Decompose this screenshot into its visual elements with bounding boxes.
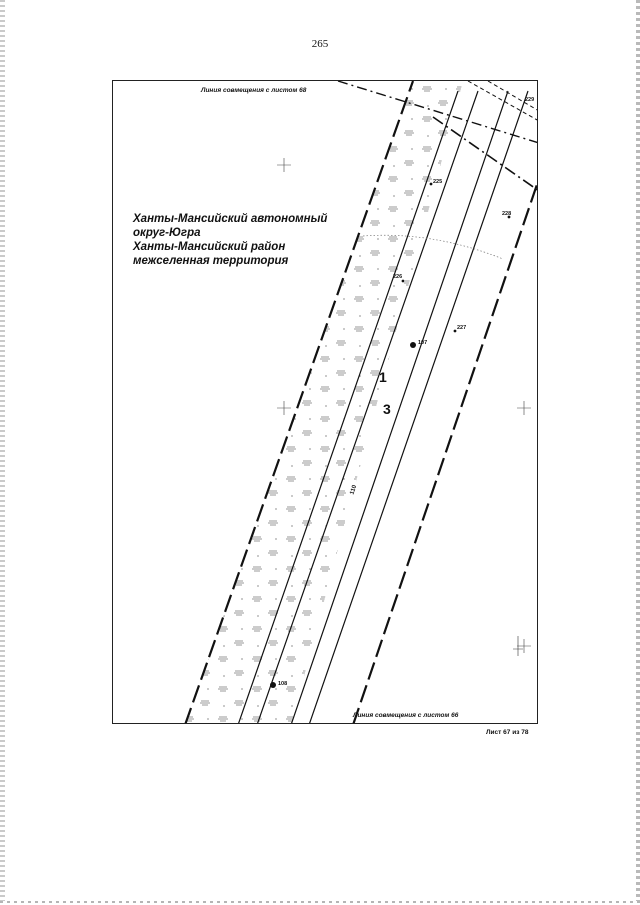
point-label-108: 108 — [278, 681, 288, 687]
zone-number-3: 3 — [383, 401, 391, 417]
map-drawing — [113, 81, 538, 724]
region-line-1: Ханты-Мансийский автономный — [133, 213, 328, 225]
scan-edge-left — [0, 0, 5, 905]
node-225 — [430, 183, 433, 186]
node-227 — [454, 330, 457, 333]
map-frame — [112, 80, 538, 724]
point-label-227: 227 — [457, 325, 467, 331]
match-line-bottom-label: Линия совмещения с листом 66 — [353, 712, 459, 719]
region-line-3: Ханты-Мансийский район — [133, 241, 286, 253]
point-label-107: 107 — [418, 340, 428, 346]
point-label-229: 229 — [525, 97, 535, 103]
scan-edge-bottom — [0, 901, 640, 903]
match-line-top-label: Линия совмещения с листом 68 — [201, 87, 307, 94]
point-label-225: 225 — [433, 179, 443, 185]
survey-point-107 — [410, 342, 416, 348]
point-label-228: 228 — [502, 211, 512, 217]
line-label-110: 110 — [349, 484, 359, 496]
sheet-label: Лист 67 из 78 — [486, 729, 529, 736]
inner-line-2 — [257, 91, 478, 724]
inner-line-1 — [238, 91, 458, 724]
zone-number-1: 1 — [379, 369, 387, 385]
scan-edge-right — [636, 0, 640, 905]
region-line-2: округ-Югра — [133, 227, 201, 239]
page-number: 265 — [311, 38, 329, 50]
node-226 — [402, 280, 405, 283]
region-name-block — [133, 212, 363, 268]
survey-point-108 — [270, 682, 276, 688]
point-label-226: 226 — [393, 274, 403, 280]
region-line-4: межселенная территория — [133, 255, 289, 267]
